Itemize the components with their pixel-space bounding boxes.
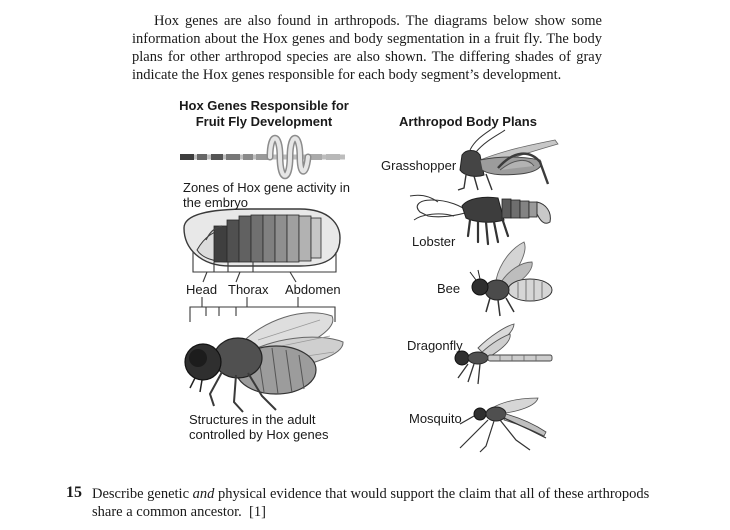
question-text-emphasis: and — [192, 486, 215, 502]
grasshopper-drawing — [458, 128, 558, 190]
fruit-fly-embryo-diagram — [184, 209, 340, 266]
question-text-part2: physical evidence that would support the claim that all of these arthropods share a common ancestor. — [92, 486, 650, 520]
bee-label: Bee — [437, 281, 461, 296]
adult-fruit-fly-drawing — [185, 313, 343, 412]
intro-paragraph: Hox genes are also found in arthropods. The diagrams below show some information about the Hox genes and body segmentation in a fruit fly. The body plans for other arthropod species are also shown. The differing shades of gray indicate the Hox genes responsible for each body segment’s development. — [132, 13, 602, 83]
lobster-label: Lobster — [412, 234, 456, 249]
mosquito-drawing — [460, 398, 546, 452]
mosquito-label: Mosquito — [409, 411, 462, 426]
question-number: 15 — [66, 484, 82, 501]
question-text-part1: Describe genetic — [92, 486, 193, 502]
question-text — [92, 485, 652, 521]
hox-gene-strand-diagram — [180, 138, 345, 176]
abdomen-label: Abdomen — [285, 282, 341, 297]
dragonfly-drawing — [455, 324, 552, 384]
body-plans-title: Arthropod Body Plans — [399, 114, 537, 129]
zones-of-hox-activity-label: Zones of Hox gene activity in the embryo — [183, 180, 350, 210]
thorax-label: Thorax — [228, 282, 269, 297]
grasshopper-label: Grasshopper — [381, 158, 457, 173]
adult-structures-label: Structures in the adult controlled by Hox genes — [189, 412, 329, 442]
head-label: Head — [186, 282, 218, 297]
dragonfly-label: Dragonfly — [407, 338, 463, 353]
question-marks: [1] — [249, 504, 266, 520]
bee-drawing — [470, 242, 552, 316]
hox-genes-title: Hox Genes Responsible for Fruit Fly Development — [179, 98, 349, 129]
